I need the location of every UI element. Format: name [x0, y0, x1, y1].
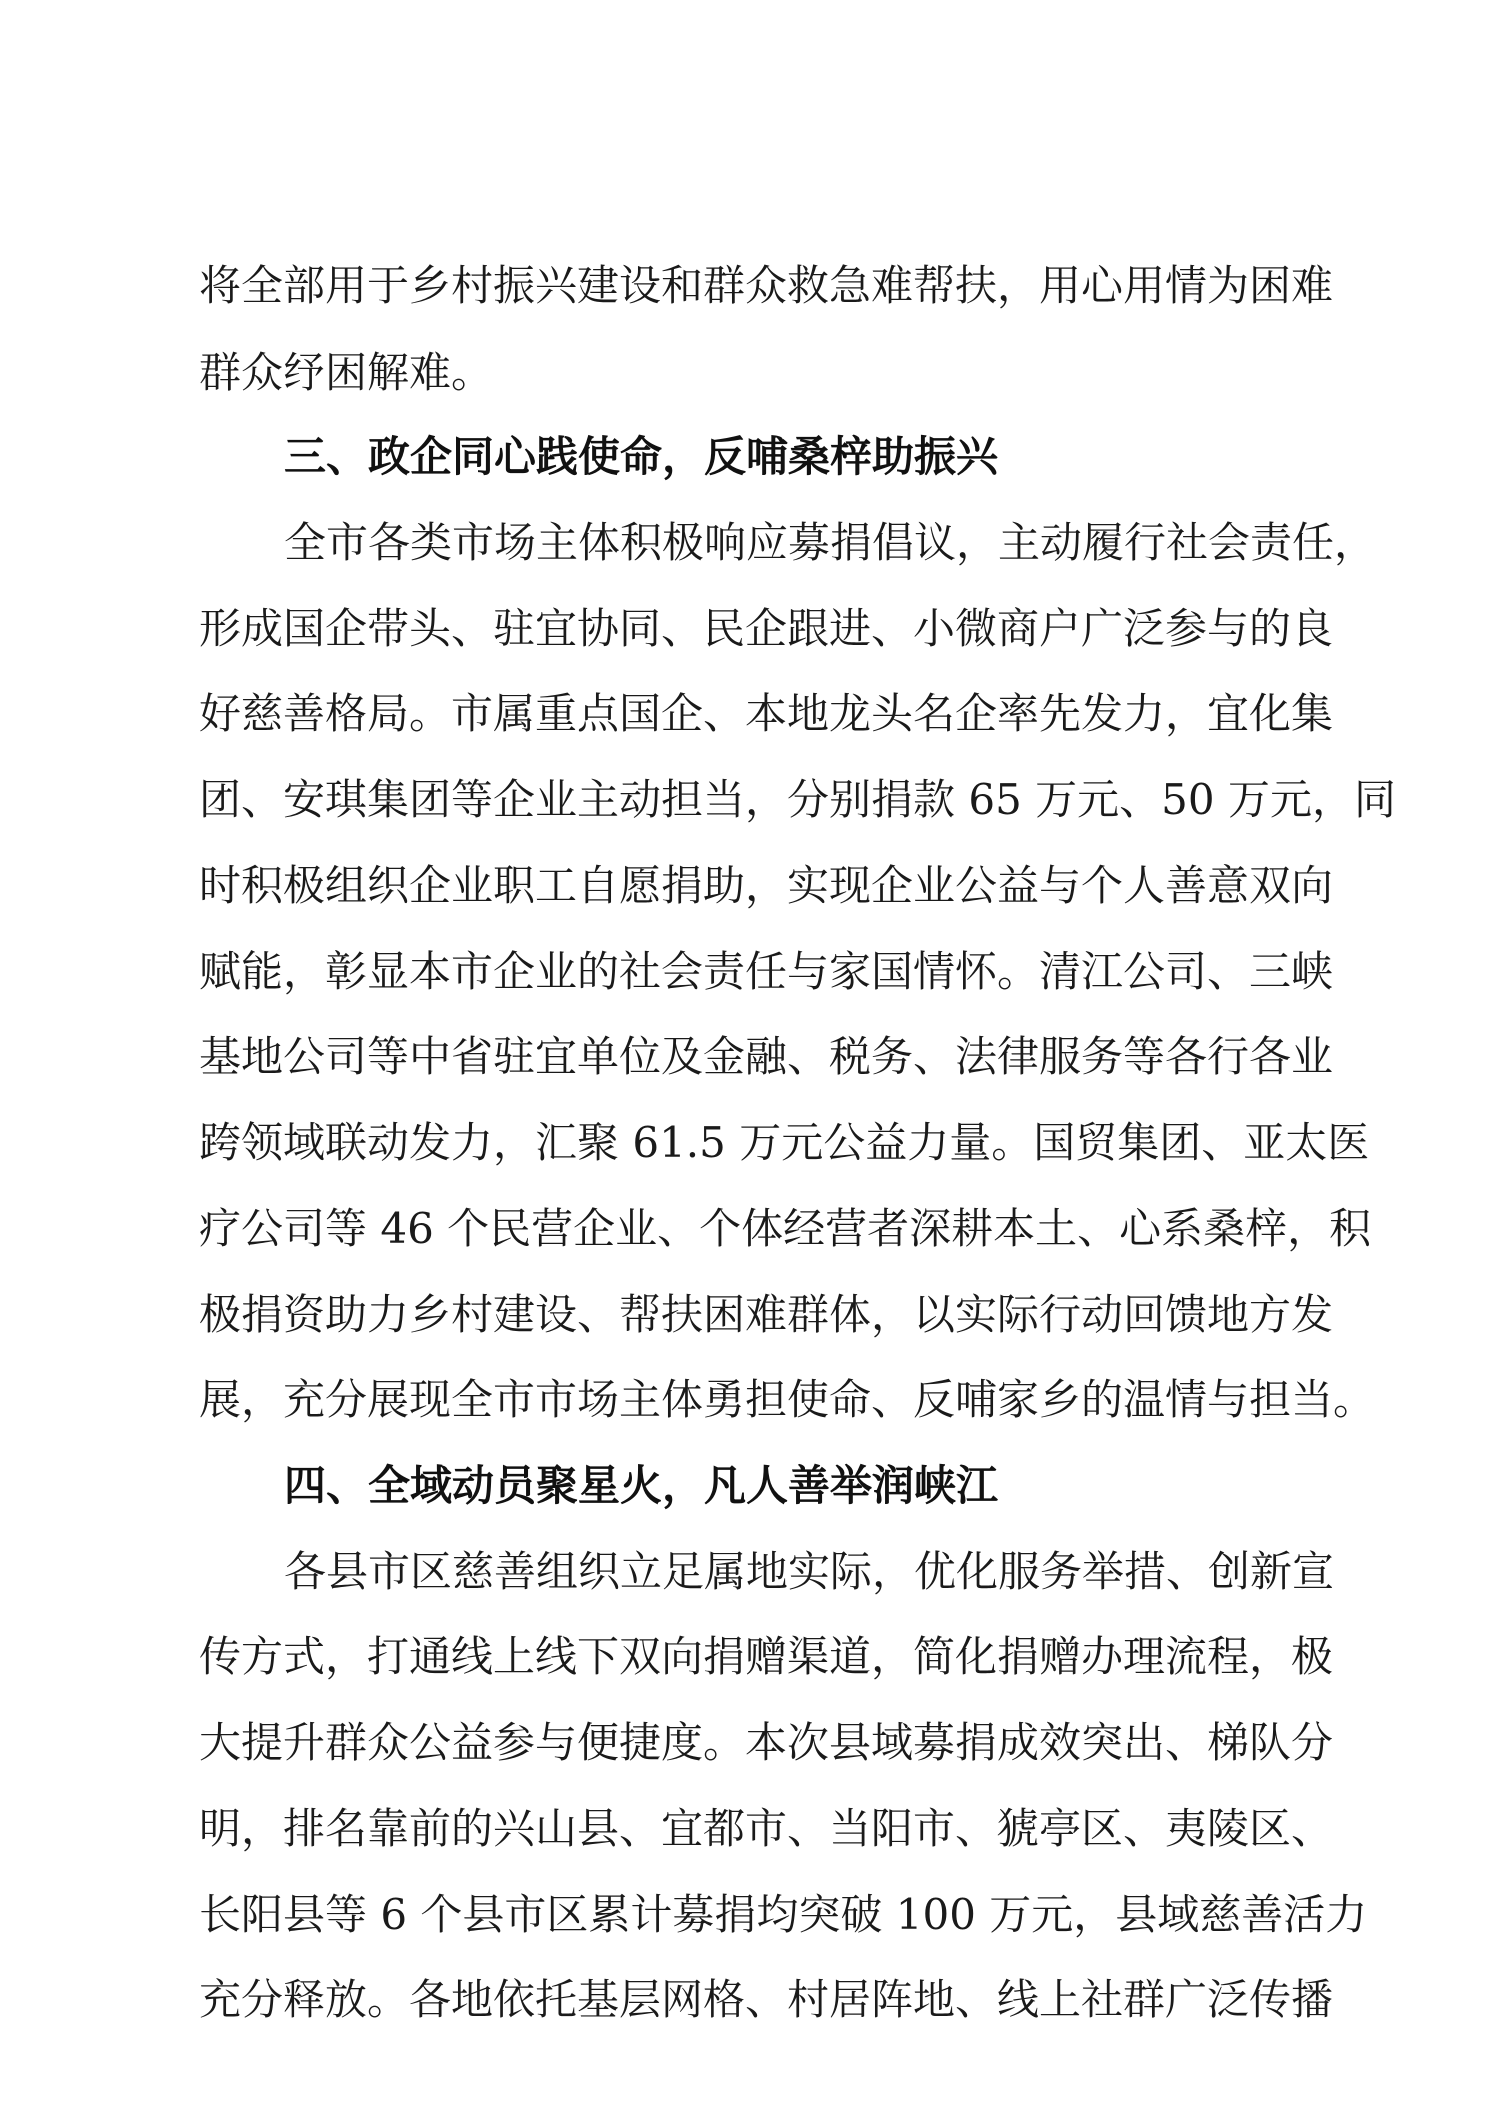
paragraph-line: 展，充分展现全市市场主体勇担使命、反哺家乡的温情与担当。 — [199, 1375, 1376, 1424]
paragraph-line: 形成国企带头、驻宜协同、民企跟进、小微商户广泛参与的良 — [199, 604, 1334, 653]
paragraph-line: 基地公司等中省驻宜单位及金融、税务、法律服务等各行各业 — [199, 1032, 1334, 1081]
paragraph-line: 各县市区慈善组织立足属地实际，优化服务举措、创新宣 — [284, 1547, 1335, 1596]
paragraph-line: 赋能，彰显本市企业的社会责任与家国情怀。清江公司、三峡 — [199, 947, 1334, 996]
paragraph-line: 疗公司等 46 个民营企业、个体经营者深耕本土、心系桑梓，积 — [199, 1204, 1372, 1253]
paragraph-line: 跨领域联动发力，汇聚 61.5 万元公益力量。国贸集团、亚太医 — [199, 1118, 1370, 1167]
paragraph-line: 好慈善格局。市属重点国企、本地龙头名企率先发力，宜化集 — [199, 689, 1334, 738]
paragraph-line: 传方式，打通线上线下双向捐赠渠道，简化捐赠办理流程，极 — [199, 1632, 1334, 1681]
paragraph-line: 将全部用于乡村振兴建设和群众救急难帮扶，用心用情为困难 — [199, 261, 1334, 310]
paragraph-line: 时积极组织企业职工自愿捐助，实现企业公益与个人善意双向 — [199, 861, 1334, 910]
section-heading: 三、政企同心践使命，反哺桑梓助振兴 — [284, 432, 999, 481]
paragraph-line: 极捐资助力乡村建设、帮扶困难群体，以实际行动回馈地方发 — [199, 1290, 1334, 1339]
paragraph-line: 长阳县等 6 个县市区累计募捐均突破 100 万元，县域慈善活力 — [199, 1890, 1368, 1939]
paragraph-line: 群众纾困解难。 — [199, 348, 494, 397]
paragraph-line: 充分释放。各地依托基层网格、村居阵地、线上社群广泛传播 — [199, 1975, 1334, 2024]
paragraph-line: 全市各类市场主体积极响应募捐倡议，主动履行社会责任， — [284, 518, 1377, 567]
section-heading: 四、全域动员聚星火，凡人善举润峡江 — [284, 1461, 999, 1510]
paragraph-line: 明，排名靠前的兴山县、宜都市、当阳市、猇亭区、夷陵区、 — [199, 1804, 1334, 1853]
paragraph-line: 大提升群众公益参与便捷度。本次县域募捐成效突出、梯队分 — [199, 1718, 1334, 1767]
paragraph-line: 团、安琪集团等企业主动担当，分别捐款 65 万元、50 万元，同 — [199, 775, 1396, 824]
